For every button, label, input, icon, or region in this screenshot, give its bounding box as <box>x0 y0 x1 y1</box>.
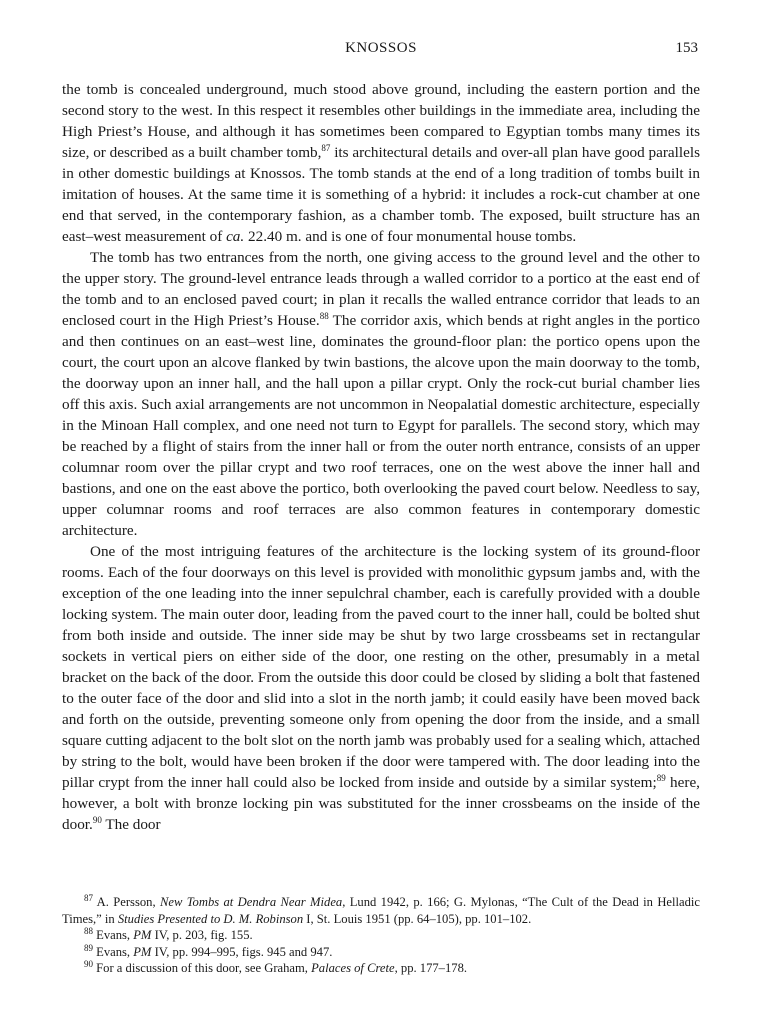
running-title: KNOSSOS <box>345 40 417 56</box>
footnote-89-title: PM <box>133 944 152 959</box>
paragraph-1 <box>62 79 700 247</box>
footnote-87 <box>62 894 700 927</box>
footnote-89 <box>62 944 700 961</box>
footnote-87-text-a: A. Persson, <box>93 895 160 909</box>
footnotes <box>62 894 700 977</box>
footnote-90-text-b: , pp. 177–178. <box>394 961 468 976</box>
footnote-90 <box>62 960 700 977</box>
footnote-ref-88: 88 <box>319 310 329 321</box>
footnote-ref-89: 89 <box>656 772 666 783</box>
paragraph-1-text-c: 22.40 m. and is one of four monumental house tombs. <box>244 228 577 245</box>
footnote-88 <box>62 927 700 944</box>
paragraph-3-text-c: The door <box>101 816 161 833</box>
body-text <box>62 79 700 835</box>
footnote-88-text-a: Evans, <box>93 928 134 943</box>
paragraph-2-text-a: The tomb has two entrances from the north, one giving access to the ground level and the other to the upper story. The ground-level entrance leads through a walled corridor to a portico at the east end of the tomb and to an enclosed paved court; in plan it recalls the walled entrance corridor that leads to an enclosed court in the High Priest’s House. <box>62 249 700 329</box>
footnote-90-title: Palaces of Crete <box>311 961 395 976</box>
footnote-90-mark: 90 <box>84 959 93 970</box>
paragraph-2 <box>62 247 700 541</box>
footnote-89-text-a: Evans, <box>93 944 134 959</box>
footnote-87-text-c: I, St. Louis 1951 (pp. 64–105), pp. 101–102. <box>303 911 532 926</box>
footnote-89-text-b: IV, pp. 994–995, figs. 945 and 947. <box>151 944 333 959</box>
paragraph-2-text-b: The corridor axis, which bends at right angles in the portico and then continues on an east–west line, dominates the ground-floor plan: the portico opens upon the court, the court upon an alcove flanked by twin bastions, the alcove upon the main doorway to the tomb, the doorway upon an inner hall, and the hall upon a pillar crypt. Only the rock-cut burial chamber lies off this axis. Such axial arrangements are not uncommon in Neopalatial domestic architecture, especially in the Minoan Hall complex, and one need not turn to Egypt for parallels. The second story, which may be reached by a flight of stairs from the inner hall or from the outer north entrance, consists of an upper columnar room over the pillar crypt and two roof terraces, one on the west above the inner hall and bastions, and one on the east above the portico, both overlooking the paved court below. Needless to say, upper columnar rooms and roof terraces are also common features in contemporary domestic architecture. <box>62 312 700 539</box>
footnote-88-mark: 88 <box>84 926 93 936</box>
footnote-88-title: PM <box>133 928 152 943</box>
paragraph-3 <box>62 541 700 835</box>
paragraph-1-text-a: the tomb is concealed underground, much stood above ground, including the eastern portion and the second story to the west. In this respect it resembles other buildings in the immediate area, including the High Priest’s House, and although it has sometimes been compared to Egyptian tombs many times its size, or described as a built chamber tomb, <box>62 81 700 161</box>
paragraph-3-text-a: One of the most intriguing features of the architecture is the locking system of its ground-floor rooms. Each of the four doorways on this level is provided with monolithic gypsum jambs and, with the exception of the one leading into the inner sepulchral chamber, each is carefully provided with a double locking system. The main outer door, leading from the paved court to the inner hall, could be bolted shut from both inside and outside. The inner side may be shut by two large crossbeams set in rectangular sockets in vertical piers on either side of the door, one resting on the other, presumably in a metal bracket on the back of the door. From the outside this door could be closed by sliding a bolt that fastened to the outer face of the door and slid into a slot in the north jamb; it could easily have been moved back and forth on the outside, preventing someone only from opening the door from the inside, and a small square cutting adjacent to the bolt slot on the north jamb was probably used for a sealing which, attached by string to the bolt, would have been broken if the door were tampered with. The door leading into the pillar crypt from the inner hall could also be locked from inside and outside by a similar system; <box>62 543 700 791</box>
paragraph-3-text-b: here, however, a bolt with bronze locking pin was substituted for the inner crossbeams on the inside of the door. <box>62 774 700 833</box>
footnote-89-mark: 89 <box>84 942 93 953</box>
footnote-87-title-2: Studies Presented to D. M. Robinson <box>117 911 304 926</box>
page-number: 153 <box>675 40 698 56</box>
footnote-87-text-b: , Lund 1942, p. 166; G. Mylonas, “The Cult of the Dead in Helladic Times,” in <box>62 895 700 926</box>
paragraph-1-text-b: its architectural details and over-all plan have good parallels in other domestic buildings at Knossos. The tomb stands at the end of a long tradition of tombs built in imitation of houses. At the same time it is something of a hybrid: it includes a rock-cut chamber at one end that served, in the contemporary fashion, as a chamber tomb. The exposed, built structure has an east–west measurement of <box>62 144 700 245</box>
footnote-90-text-a: For a discussion of this door, see Graham, <box>93 961 312 976</box>
footnote-88-text-b: IV, p. 203, fig. 155. <box>151 928 253 943</box>
footnote-87-title-1: New Tombs at Dendra Near Midea <box>159 895 343 909</box>
footnote-ref-87: 87 <box>321 142 331 153</box>
footnote-ref-90: 90 <box>92 814 102 825</box>
footnote-87-mark: 87 <box>84 892 93 903</box>
paragraph-1-circa: ca. <box>226 228 245 245</box>
